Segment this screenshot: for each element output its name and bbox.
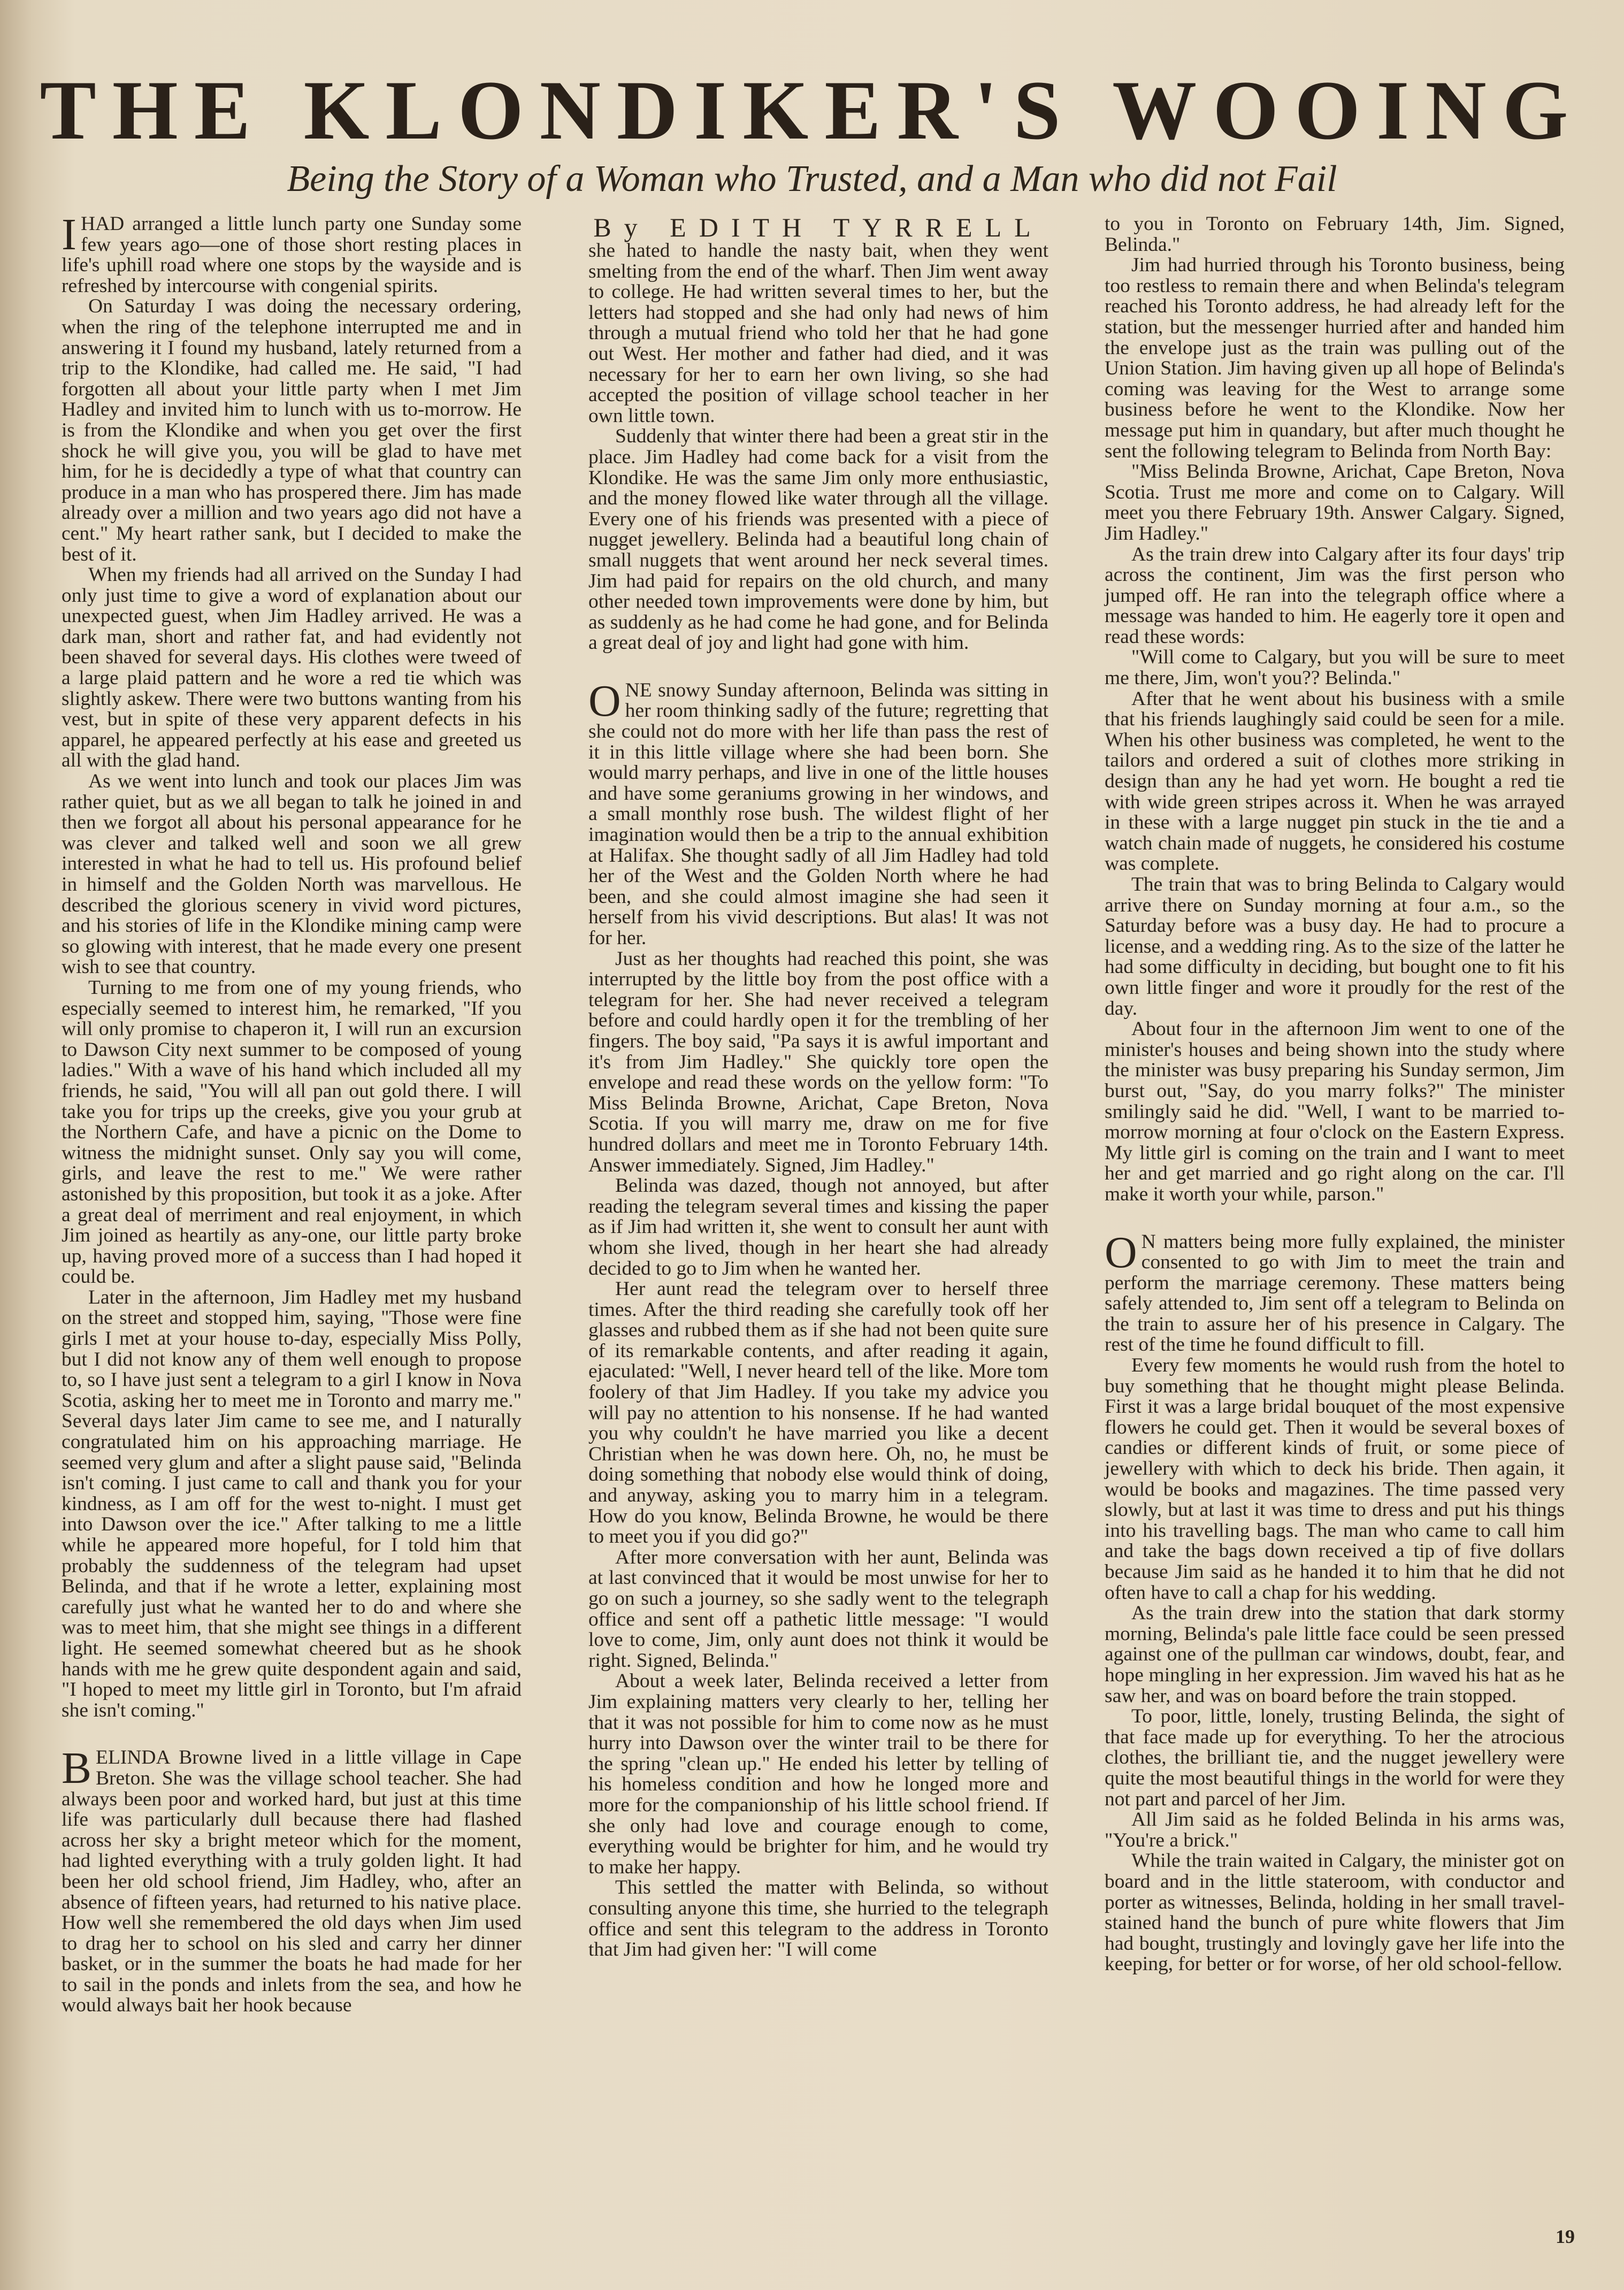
- byline: By EDITH TYRRELL: [593, 212, 1044, 242]
- paragraph: About a week later, Belinda received a letter from Jim explaining matters very clearly to her, telling her that it was not possible for him to come now as he must hurry into Dawson over the winter trail to be there for the spring "clean up." He ended his letter by telling of his homeless condition and how he longed more and more for the companionship of his little school friend. If she only had love and courage enough to come, everything would be brighter for him, and he would try to make her happy.: [588, 1670, 1048, 1878]
- paragraph: When my friends had all arrived on the Sunday I had only just time to give a word of explanation about our unexpected guest, when Jim Hadley arrived. He was a dark man, short and rather fat, and had evidently not been shaved for several days. His clothes were tweed of a large plaid pattern and he wore a red tie which was slightly askew. There were two buttons wanting from his vest, but in spite of these very apparent defects in his apparel, he appeared perfectly at his ease and greeted us all with the glad hand.: [62, 564, 522, 772]
- paragraph: Later in the afternoon, Jim Hadley met my husband on the street and stopped him, saying, "Those were fine girls I met at your house to-day, especially Miss Polly, but I did not know any of them well enough to propose to, so I have just sent a telegram to a girl I know in Nova Scotia, asking her to meet me in Toronto and marry me." Several days later Jim came to see me, and I naturally congratulated him on his approaching marriage. He seemed very glum and after a slight pause said, "Belinda isn't coming. I just came to call and thank you for your kindness, as I am off for the west to-night. I must get into Dawson over the ice." After talking to me a little while he appeared more hopeful, for I told him that probably the suddenness of the telegram had upset Belinda, and that if he wrote a letter, explaining most carefully just what he wanted her to do and where she was to meet him, that she might see things in a different light. He seemed somewhat cheered but as he shook hands with me he grew quite despondent again and said, "I hoped to meet my little girl in Toronto, but I'm afraid she isn't coming.": [62, 1286, 522, 1721]
- page-number: 19: [1556, 2226, 1575, 2247]
- paragraph: As we went into lunch and took our places Jim was rather quiet, but as we all began to talk he joined in and then we forgot all about his personal appearance for he was clever and talked well and soon we all grew interested in what he had to tell us. His profound belief in himself and the Golden North was marvellous. He described the glorious scenery in vivid word pictures, and his stories of life in the Klondike mining camp were so glowing with interest, that he made every one present wish to see that country.: [62, 770, 522, 978]
- drop-cap: O: [588, 676, 621, 726]
- paragraph: As the train drew into the station that dark stormy morning, Belinda's pale little face could be seen pressed against one of the pullman car windows, doubt, fear, and hope mingling in her expression. Jim waved his hat as he saw her, and was on board before the train stopped.: [1105, 1602, 1565, 1707]
- paragraph: she hated to handle the nasty bait, when they went smelting from the end of the wharf. Then Jim went away to college. He had written several times to her, but the letters had stopped and she had only had news of him through a mutual friend who told her that he had gone out West. Her mother and father had died, and it was necessary for her to earn her own living, so she had accepted the position of village school teacher in her own little town.: [588, 240, 1048, 427]
- paragraph: The train that was to bring Belinda to Calgary would arrive there on Sunday morning at four a.m., so the Saturday before was a busy day. He had to procure a license, and a wedding ring. As to the size of the latter he had some difficulty in deciding, but bought one to fit his own little finger and wore it proudly for the rest of the day.: [1105, 874, 1565, 1020]
- paragraph: To poor, little, lonely, trusting Belinda, the sight of that face made up for everything. To her the atrocious clothes, the brilliant tie, and the nugget jewellery were quite the most beautiful things in the world for were they not part and parcel of her Jim.: [1105, 1705, 1565, 1810]
- paragraph: After that he went about his business with a smile that his friends laughingly said could be seen for a mile. When his other business was completed, he went to the tailors and ordered a suit of clothes more striking in design than any he had yet worn. He bought a red tie with wide green stripes across it. When he was arrayed in these with a large nugget pin stuck in the tie and a watch chain made of nuggets, he considered his costume was complete.: [1105, 687, 1565, 875]
- paragraph: On Saturday I was doing the necessary ordering, when the ring of the telephone interrupted me and in answering it I found my husband, lately returned from a trip to the Klondike, had called me. He said, "I had forgotten all about your little party when I met Jim Hadley and invited him to lunch with us to-morrow. He is from the Klondike and when you get over the first shock he will give you, you will be glad to have met him, for he is decidedly a type of what that country can produce in a man who has prospered there. Jim has made already over a million and two years ago did not have a cent." My heart rather sank, but I decided to make the best of it.: [62, 295, 522, 565]
- paragraph: Suddenly that winter there had been a great stir in the place. Jim Hadley had come back for a visit from the Klondike. He was the same Jim only more enthusiastic, and the money flowed like water through all the village. Every one of his friends was presented with a piece of nugget jewellery. Belinda had a beautiful long chain of small nuggets that went around her neck several times. Jim had paid for repairs on the old church, and many other needed town improvements were done by him, but as suddenly as he had come he had gone, and for Belinda a great deal of joy and light had gone with him.: [588, 425, 1048, 654]
- paragraph: "Miss Belinda Browne, Arichat, Cape Breton, Nova Scotia. Trust me more and come on to Calgary. Will meet you there February 19th. Answer Calgary. Signed, Jim Hadley.": [1105, 461, 1565, 545]
- paragraph: to you in Toronto on February 14th, Jim. Signed, Belinda.": [1105, 213, 1565, 256]
- paragraph: As the train drew into Calgary after its four days' trip across the continent, Jim was the first person who jumped off. He ran into the telegraph office where a message was handed to him. He eagerly tore it open and read these words:: [1105, 543, 1565, 648]
- column-2: [588, 214, 1048, 1960]
- article-subtitle: Being the Story of a Woman who Trusted, and a Man who did not Fail: [287, 158, 1337, 200]
- paragraph: O N matters being more fully explained, the minister consented to go with Jim to meet the train and perform the marriage ceremony. These matters being safely attended to, Jim sent off a telegram to Belinda on the train to assure her of his presence in Calgary. The rest of the time he found difficult to fill.: [1105, 1227, 1565, 1356]
- paragraph: All Jim said as he folded Belinda in his arms was, "You're a brick.": [1105, 1809, 1565, 1851]
- paragraph: Turning to me from one of my young friends, who especially seemed to interest him, he remarked, "If you will only promise to chaperon it, I will run an excursion to Dawson City next summer to be composed of young ladies." With a wave of his hand which included all my friends, he said, "You will all pan out gold there. I will take you for trips up the creeks, give you your grub at the Northern Cafe, and have a picnic on the Dome to witness the midnight sunset. Only say you will come, girls, and leave the rest to me." We were rather astonished by this proposition, but took it as a joke. After a great deal of merriment and real enjoyment, in which Jim joined as heartily as any-one, our little party broke up, having proved more of a success than I had hoped it could be.: [62, 976, 522, 1288]
- paragraph: This settled the matter with Belinda, so without consulting anyone this time, she hurried to the telegraph office and sent this telegram to the address in Toronto that Jim had given her: "I will come: [588, 1877, 1048, 1961]
- drop-cap: I: [62, 210, 76, 259]
- paragraph: Every few moments he would rush from the hotel to buy something that he thought might please Belinda. First it was a large bridal bouquet of the most expensive flowers he could get. Then it would be several boxes of candies or different kinds of fruit, or some piece of jewellery with which to deck his bride. Then again, it would be books and magazines. The time passed very slowly, but at last it was time to dress and put his things into his travelling bags. The man who came to call him and take the bags down received a tip of five dollars because Jim said as he handed it to him that he did not often have to call a chap for his wedding.: [1105, 1354, 1565, 1604]
- paragraph: Jim had hurried through his Toronto business, being too restless to remain there and when Belinda's telegram reached his Toronto address, he had already left for the station, but the messenger hurried after and handed him the envelope just as the train was pulling out of the Union Station. Jim having given up all hope of Belinda's coming was leaving for the West to arrange some business before he went to the Klondike. Now her message put him in quandary, but after much thought he sent the following telegram to Belinda from North Bay:: [1105, 254, 1565, 462]
- paragraph: While the train waited in Calgary, the minister got on board and in the little stateroom, with conductor and porter as witnesses, Belinda, holding in her small travel-stained hand the bunch of pure white flowers that Jim had bought, trustingly and lovingly gave her life into the keeping, for better or for worse, of her old school-fellow.: [1105, 1850, 1565, 1975]
- paragraph: About four in the afternoon Jim went to one of the minister's houses and being shown into the study where the minister was busy preparing his Sunday sermon, Jim burst out, "Say, do you marry folks?" The minister smilingly said he did. "Well, I want to be married to-morrow morning at four o'clock on the Eastern Express. My little girl is coming on the train and I want to meet her and get married and go right along on the car. I'll make it worth your while, parson.": [1105, 1018, 1565, 1205]
- column-3: [1105, 214, 1565, 1975]
- article-title: THE KLONDIKER'S WOOING: [40, 64, 1584, 157]
- paragraph: ONE snowy Sunday afternoon, Belinda was sitting in her room thinking sadly of the future; regretting that she could not do more with her life than pass the rest of it in this little village where she had been born. She would marry perhaps, and live in one of the little houses and have some geraniums growing in her windows, and a small monthly rose bush. The wildest flight of her imagination would then be a trip to the annual exhibition at Halifax. She thought sadly of all Jim Hadley had told her of the West and the Golden North where he had been, and she could almost imagine she had seen it herself from his vivid descriptions. But alas! It was not for her.: [588, 676, 1048, 949]
- column-1: [62, 210, 522, 2017]
- paragraph: Her aunt read the telegram over to herself three times. After the third reading she carefully took off her glasses and rubbed them as if she had not been quite sure of its remarkable contents, and after reading it again, ejaculated: "Well, I never heard tell of the like. More tom foolery of that Jim Hadley. If you take my advice you will pay no attention to his nonsense. If he had wanted you why couldn't he have married you like a decent Christian when he was down here. Oh, no, he must be doing something that nobody else would think of doing, and anyway, asking you to marry him in a telegram. How do you know, Belinda Browne, he would be there to meet you if you did go?": [588, 1278, 1048, 1548]
- paragraph: After more conversation with her aunt, Belinda was at last convinced that it would be most unwise for her to go on such a journey, so she sadly went to the telegraph office and sent off a pathetic little message: "I would love to come, Jim, only aunt does not think it would be right. Signed, Belinda.": [588, 1546, 1048, 1672]
- paragraph: IHAD arranged a little lunch party one Sunday some few years ago—one of those short resting places in life's uphill road where one stops by the wayside and is refreshed by intercourse with congenial spirits.: [62, 210, 522, 297]
- paragraph: BELINDA Browne lived in a little village in Cape Breton. She was the village school teacher. She had always been poor and worked hard, but just at this time life was particularly dull because there had flashed across her sky a bright meteor which for the moment, had lighted everything with a truly golden light. It had been her old school friend, Jim Hadley, who, after an absence of fifteen years, had returned to his native place. How well she remembered the old days when Jim used to drag her to school on his sled and carry her dinner basket, or in the summer the boats he had made for her to sail in the ponds and inlets from the sea, and how he would always bait her hook because: [62, 1743, 522, 2017]
- paragraph: "Will come to Calgary, but you will be sure to meet me there, Jim, won't you?? Belinda.": [1105, 646, 1565, 690]
- drop-cap: O: [1105, 1227, 1137, 1277]
- drop-cap: B: [62, 1743, 92, 1794]
- paragraph: Belinda was dazed, though not annoyed, but after reading the telegram several times and kissing the paper as if Jim had written it, she went to consult her aunt with whom she lived, though in her heart she had already decided to go to Jim when he wanted her.: [588, 1175, 1048, 1280]
- paragraph: Just as her thoughts had reached this point, she was interrupted by the little boy from the post office with a telegram for her. She had never received a telegram before and could hardly open it for the trembling of her fingers. The boy said, "Pa says it is awful important and it's from Jim Hadley." She quickly tore open the envelope and read these words on the yellow form: "To Miss Belinda Browne, Arichat, Cape Breton, Nova Scotia. If you will marry me, draw on me for five hundred dollars and meet me in Toronto February 14th. Answer immediately. Signed, Jim Hadley.": [588, 947, 1048, 1176]
